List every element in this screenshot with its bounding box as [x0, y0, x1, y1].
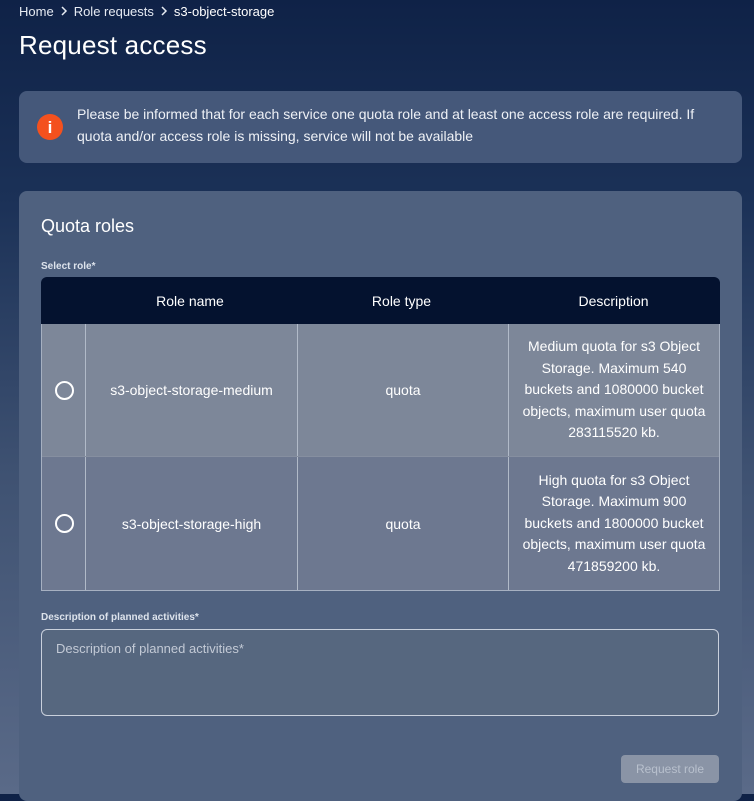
info-alert	[19, 91, 742, 163]
radio-cell	[42, 457, 85, 590]
chevron-right-icon	[157, 3, 171, 19]
quota-roles-card	[19, 191, 742, 801]
role-description-cell: High quota for s3 Object Storage. Maximum 900 buckets and 1800000 bucket objects, maximum user quota 471859200 kb.	[508, 457, 719, 590]
breadcrumb-home-link[interactable]: Home	[19, 3, 54, 19]
role-radio-button[interactable]	[55, 514, 74, 533]
alert-text: Please be informed that for each service one quota role and at least one access role are required. If quota and/or access role is missing, service will not be available	[77, 106, 695, 144]
page-title: Request access	[19, 30, 207, 60]
column-header-role-name: Role name	[156, 292, 224, 309]
table-row[interactable]	[42, 457, 719, 590]
role-type-cell: quota	[297, 324, 508, 456]
radio-cell	[42, 324, 85, 456]
role-description-cell: Medium quota for s3 Object Storage. Maximum 540 buckets and 1080000 bucket objects, maximum user quota 283115520 kb.	[508, 324, 719, 456]
breadcrumb	[19, 3, 274, 19]
info-icon: i	[37, 114, 63, 140]
breadcrumb-current: s3-object-storage	[173, 3, 275, 19]
role-radio-button[interactable]	[55, 381, 74, 400]
description-label: Description of planned activities*	[41, 612, 199, 623]
quota-roles-table	[41, 277, 720, 591]
request-role-button[interactable]: Request role	[621, 755, 719, 783]
description-placeholder: Description of planned activities*	[56, 641, 244, 656]
select-role-label: Select role*	[41, 261, 96, 272]
role-type-cell: quota	[297, 457, 508, 590]
table-body	[41, 324, 720, 591]
table-header	[41, 277, 720, 324]
chevron-right-icon	[57, 3, 71, 19]
column-header-role-type: Role type	[371, 292, 432, 309]
section-title: Quota roles	[41, 216, 135, 236]
role-name-cell: s3-object-storage-high	[85, 457, 297, 590]
breadcrumb-role-requests-link[interactable]: Role requests	[73, 3, 154, 19]
column-header-description: Description	[578, 292, 649, 309]
select-column-header	[41, 277, 84, 324]
role-name-cell: s3-object-storage-medium	[85, 324, 297, 456]
description-textarea[interactable]	[41, 629, 719, 716]
table-row[interactable]	[42, 324, 719, 457]
